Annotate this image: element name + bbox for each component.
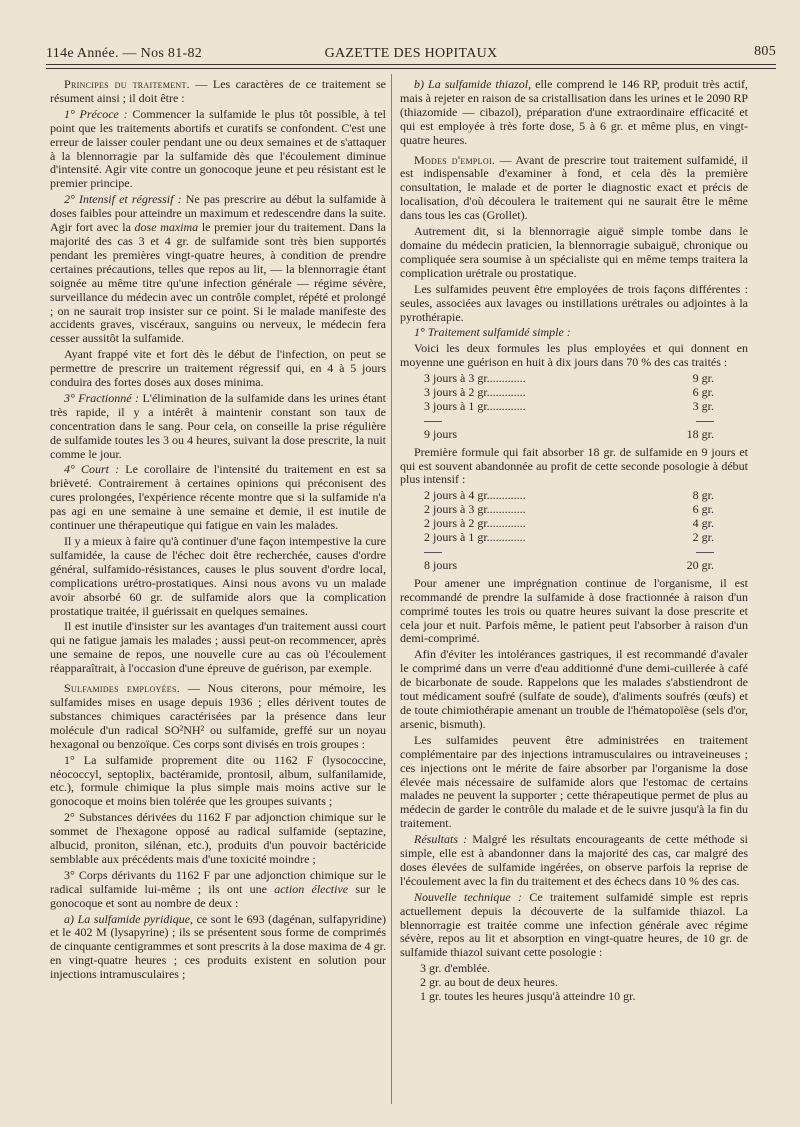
paragraph: 2° Substances dérivées du 1162 F par adjonction chimique sur le sommet de l'hexagone opposé au radical sulfamide (septazine, albucid, proniton, silénan, etc.), produits d'un pouvoir bactéricide semblable aux précédents mais d'une toxicité moindre ; [50,810,386,866]
section-heading: Principes du traitement. [64,78,190,91]
paragraph: Nouvelle technique : Ce traitement sulfamidé simple est repris actuellement depuis la découverte de la sulfamide thiazol. La blennorragie est traitée comme une infection générale avec régime sévère, repos au lit et absorption en vingt-quatre heures, de 10 gr. de sulfamide thiazol suivant cette posologie : [400,889,748,960]
paragraph: Afin d'éviter les intolérances gastriques, il est recommandé d'avaler le comprimé dans un verre d'eau additionné d'une demi-cuillerée à café de bicarbonate de soude. Rappelons que les malades s'abstiendront de tout médicament soufré (sulfate de soude), d'aliments soufrés (œufs) et de toute chimiothérapie amenant un trouble de l'hématopoïèse (sels d'or, arsenic, bismuth). [400,647,748,731]
table-row: 3 jours à 3 gr............. 9 gr. [424,371,714,386]
list-item: 3 gr. d'emblée. [420,961,491,976]
paragraph: 3° Corps dérivants du 1162 F par une adjonction chimique sur le radical sulfamide lui-même ; ils ont une action élective sur le gonocoque et sont au nombre de deux : [50,867,386,910]
paragraph: Ayant frappé vite et fort dès le début de l'infection, on peut se permettre de prescrire un traitement régressif qui, en 4 à 5 jours conduira des fortes doses aux doses minima. [50,347,386,390]
dosage-table-1 [424,372,714,442]
running-header [46,40,776,64]
paragraph: Résultats : Malgré les résultats encourageants de cette méthode si simple, elle est à abandonner dans la majorité des cas, car malgré des doses élevées de sulfamide ingérées, on observe parfois la reprise de l'écoulement avec la fin du traitement et des échecs dans 10 % des cas. [400,832,748,888]
paragraph: Les sulfamides peuvent être employées de trois façons différentes : seules, associées aux lavages ou instillations urétrales ou adjointes à la pyrothérapie. [400,281,748,324]
table-row: 2 jours à 1 gr............. 2 gr. [424,530,714,545]
issue-number: 114e Année. — Nos 81-82 [46,46,203,61]
header-rule [46,64,776,65]
paragraph: b) La sulfamide thiazol, elle comprend le 146 RP, produit très actif, mais à rejeter en raison de sa cristallisation dans les urines et le 2090 RP (thiazomide — cibazol), préparation d'une extraordinaire efficacité et qui est employée à très forte dose, 5 à 6 gr. et même plus, en vingt-quatre heures. [400,78,748,147]
right-column [400,78,748,1108]
section-heading: Sulfamides employées. [64,681,181,696]
paragraph: Voici les deux formules les plus employées et qui donnent en moyenne une guérison en huit à dix jours dans 70 % des cas traités : [400,341,748,370]
paragraph: 1° Traitement sulfamidé simple : [414,325,571,340]
table-separator [424,545,714,559]
paragraph: 2° Intensif et régressif : Ne pas prescrire au début la sulfamide à doses faibles pour atteindre un maximum et redescendre dans la suite. Agir fort avec la dose maxima le premier jour du traitement. Dans la majorité des cas 3 et 4 gr. de sulfamide sont très bien supportés pendant les premières vingt-quatre heures, à condition de prendre certaines précautions, telles que repos au lit, — la blennorragie étant soignée au même titre qu'une infection générale — régime sévère, surveillance du médecin avec un contrôle complet, répété et prolongé ; on ne saurait trop insister sur ce point. Si le malade manifeste des accidents graves, viscéraux, sanguins ou nerveux, le médecin fera cesser aussitôt la sulfamide. [50,192,386,346]
paragraph: Il y a mieux à faire qu'à continuer d'une façon intempestive la cure sulfamidée, la cause de l'échec doit être recherchée, causes d'ordre général, sulfamido-résistances, causes le plus souvent d'ordre local, complications urétro-prostatiques. Ainsi nous avons vu un malade avoir absorbé 60 gr. de sulfamide alors que la complication prostatique traitée, il guérissait en quelques semaines. [50,534,386,618]
table-row: 3 jours à 2 gr............. 6 gr. [424,385,714,400]
table-total-row: 9 jours 18 gr. [424,426,714,441]
section-heading: Modes d'emploi. [414,152,496,167]
paragraph: Pour amener une imprégnation continue de l'organisme, il est recommandé de prendre la sulfamide à dose fractionnée à raison d'un comprimé toutes les trois ou quatre heures suivant la dose prescrite et cela jour et nuit. Parfois même, le patient peut l'absorber à raison d'un demi-comprimé. [400,575,748,646]
list-item: 1 gr. toutes les heures jusqu'à atteindre 10 gr. [420,989,636,1004]
paragraph: 1° Précoce : Commencer la sulfamide le plus tôt possible, à tel point que les traitements abortifs et curatifs se confondent. C'est une erreur de laisser couler pendant une ou deux semaines et de s'attaquer à la blennorragie par la sulfamide dès que l'écoulement diminue d'intensité. Agir vite contre un gonocoque jeune et peu résistant est le premier principe. [50,106,386,191]
list-item: 2 gr. au bout de deux heures. [420,975,558,990]
dosage-table-2 [424,489,714,572]
paragraph: Première formule qui fait absorber 18 gr. de sulfamide en 9 jours et qui est souvent abandonnée au profit de cette seconde posologie à début plus intensif : [400,444,748,487]
paragraph: 4° Court : Le corollaire de l'intensité du traitement en est sa brièveté. Contrairement à certaines opinions qui préconisent des cures prolongées, l'expérience récente montre que si la sulfamide n'a pas agi en une semaine à une semaine et demie, il est inutile de continuer une thérapeutique qui fatigue en vain les malades. [50,462,386,533]
page-number: 805 [754,44,776,59]
journal-title: GAZETTE DES HOPITAUX [324,46,498,61]
table-row: 3 jours à 1 gr............. 3 gr. [424,398,714,413]
left-column [50,78,386,1108]
paragraph: 1° La sulfamide proprement dite ou 1162 F (lysococcine, néococcyl, septoplix, bactéramide, prontosil, album, sulfanilamide, etc.), formule chimique la plus simple mais moins active sur le gonocoque et moins bien tolérée que les groupes suivants ; [50,752,386,809]
table-row: 2 jours à 4 gr............. 8 gr. [424,488,714,503]
table-separator [424,414,714,428]
header-rule-thin [46,68,776,69]
paragraph: Modes d'emploi. — Avant de prescrire tout traitement sulfamidé, il est indispensable d'examiner à fond, et cela dès la première consultation, le malade et de porter le diagnostic exact et précis de localisation, d'où découlera le traitement qui ne saurait être le même dans tous les cas (Grollet). [400,152,748,223]
paragraph: Les sulfamides peuvent être administrées en traitement complémentaire par des injections intramusculaires ou intraveineuses ; ces injections ont le mérite de faire absorber par l'organisme la dose élevée mais nécessaire de sulfamide alors que l'estomac de certains malades ne peuvent la supporter ; cette thérapeutique permet de plus au médecin de garder le contrôle du malade et de le suivre jusqu'à la fin du traitement. [400,732,748,831]
posology-list [420,962,748,1004]
table-row: 2 jours à 3 gr............. 6 gr. [424,502,714,517]
paragraph: a) La sulfamide pyridique, ce sont le 693 (dagénan, sulfapyridine) et le 402 M (lysapyrine) ; ils se présentent sous forme de comprimés de cinquante centigrammes et sont prescrits à la dose maxima de 4 gr. en vingt-quatre heures ; ces produits existent en solution pour injections intramusculaires ; [50,911,386,982]
table-row: 2 jours à 2 gr............. 4 gr. [424,516,714,531]
column-divider [391,74,392,1104]
paragraph: Autrement dit, si la blennorragie aiguë simple tombe dans le domaine du médecin praticien, la blennorragie subaiguë, chronique ou compliquée sera soumise à un spécialiste qui en même temps traitera la complication urétrale ou prostatique. [400,224,748,280]
table-total-row: 8 jours 20 gr. [424,557,714,572]
paragraph: Il est inutile d'insister sur les avantages d'un traitement aussi court qui ne fatigue jamais les malades ; aussi peut-on recommencer, après une semaine de repos, une nouvelle cure au cas où l'écoulement réapparaîtrait, à l'occasion d'une épreuve de guérison, par exemple. [50,619,386,676]
paragraph: Sulfamides employées. — Nous citerons, pour mémoire, les sulfamides mises en usage depuis 1936 ; elles dérivent toutes de substances chimiques caractérisées par la présence dans leur molécule d'un radical SO²NH² ou sulfamide, greffé sur un noyau hexagonal ou benzoïque. Ces corps sont divisés en trois groupes : [50,681,386,751]
paragraph: Principes du traitement. — Les caractères de ce traitement se résument ainsi ; il doit être : [50,78,386,105]
paragraph: 3° Fractionné : L'élimination de la sulfamide dans les urines étant très rapide, il y a intérêt à maintenir constant son taux de concentration dans le sang. Pour cela, on conseille la prise régulière de sulfamide toutes les 3 ou 4 heures, suivant la dose prescrite, la nuit comme le jour. [50,390,386,461]
